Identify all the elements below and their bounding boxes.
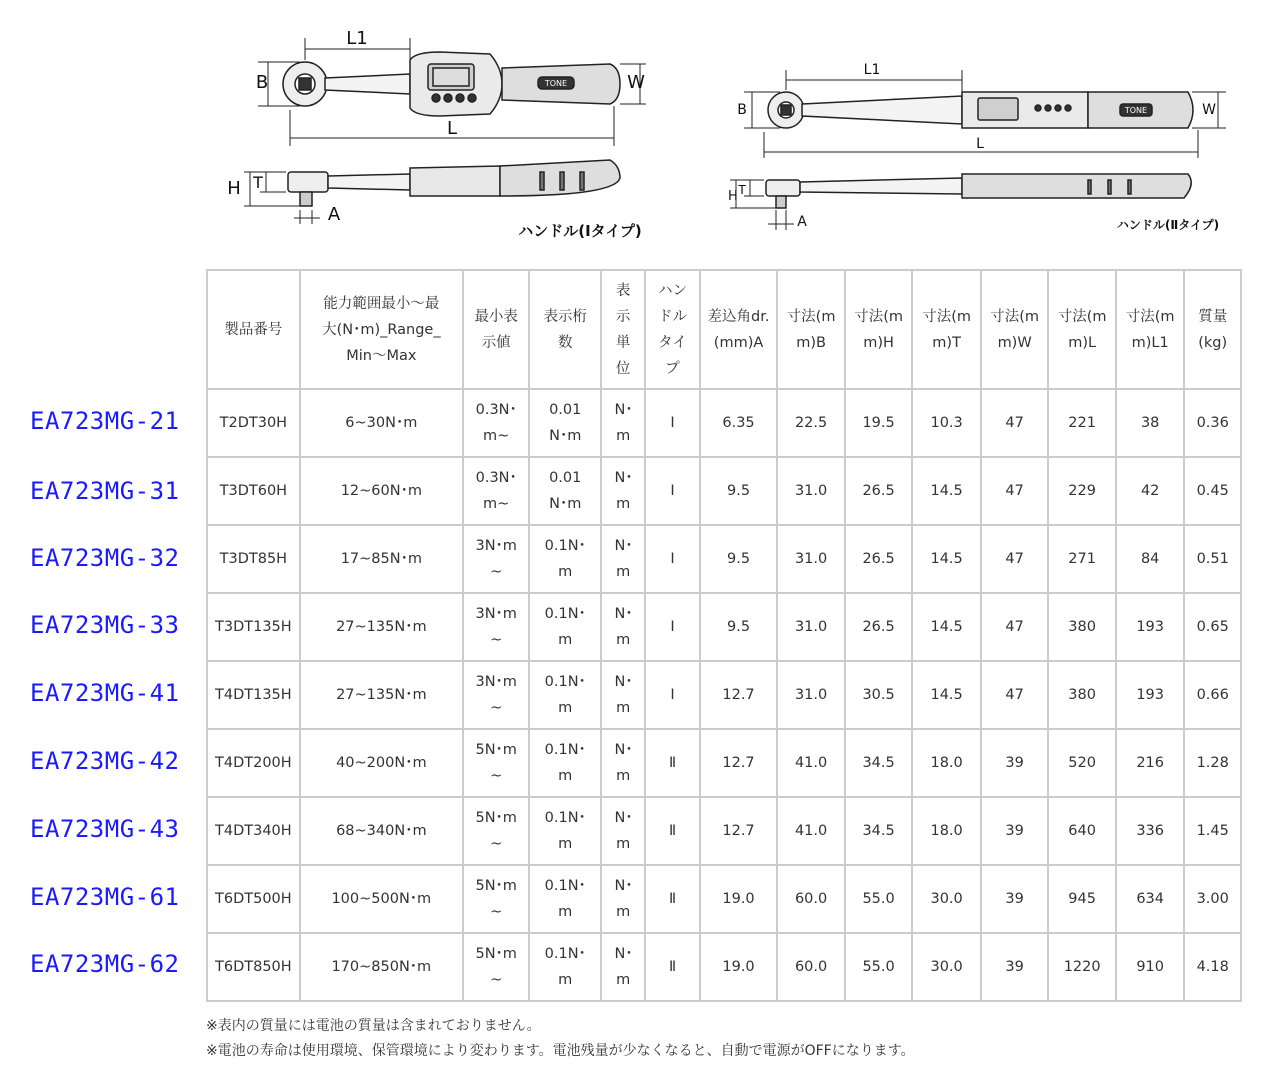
table-cell: T3DT135H — [207, 593, 300, 661]
header-cell-text: 寸法(mm)W — [990, 308, 1040, 351]
table-cell: 42 — [1116, 457, 1185, 525]
handle-type2-drawing — [728, 58, 1238, 238]
table-cell: 60.0 — [777, 933, 845, 1001]
dim-label-l1: L1 — [346, 28, 368, 49]
model-code[interactable]: EA723MG-43 — [30, 815, 180, 843]
table-cell: 193 — [1116, 593, 1185, 661]
table-cell: T6DT500H — [207, 865, 300, 933]
table-cell — [529, 457, 601, 525]
table-cell: 27~135N･m — [300, 661, 463, 729]
table-cell — [463, 729, 530, 797]
table-cell: 380 — [1048, 593, 1116, 661]
table-cell: Ⅰ — [645, 661, 699, 729]
table-cell: T4DT340H — [207, 797, 300, 865]
table-cell: 55.0 — [845, 933, 913, 1001]
table-cell: 31.0 — [777, 525, 845, 593]
table-cell: 9.5 — [700, 457, 778, 525]
table-cell — [529, 797, 601, 865]
table-cell — [601, 661, 645, 729]
table-row — [207, 525, 1241, 593]
table-cell: 47 — [981, 661, 1049, 729]
table-cell — [529, 933, 601, 1001]
table-cell: 3.00 — [1184, 865, 1241, 933]
table-cell-text: 0.1N･m — [544, 742, 586, 784]
table-cell: 30.0 — [912, 933, 981, 1001]
table-cell: T4DT135H — [207, 661, 300, 729]
table-cell-text: N･m — [614, 742, 633, 784]
table-cell: 945 — [1048, 865, 1116, 933]
header-cell — [1048, 270, 1116, 389]
header-cell-text: 最小表示値 — [474, 308, 518, 351]
table-cell: 1.28 — [1184, 729, 1241, 797]
table-cell: Ⅱ — [645, 865, 699, 933]
header-cell — [777, 270, 845, 389]
table-cell-text: 0.01N･m — [549, 470, 582, 512]
table-cell-text: N･m — [614, 538, 633, 580]
table-cell: 60.0 — [777, 865, 845, 933]
header-cell-text: 表示桁数 — [543, 308, 587, 351]
table-cell — [463, 661, 530, 729]
table-cell: T3DT85H — [207, 525, 300, 593]
table-cell — [601, 729, 645, 797]
table-cell — [601, 865, 645, 933]
table-cell: 34.5 — [845, 729, 913, 797]
table-cell-text: 0.1N･m — [544, 946, 586, 988]
table-cell: 40~200N･m — [300, 729, 463, 797]
table-cell — [529, 661, 601, 729]
table-cell: Ⅱ — [645, 729, 699, 797]
table-header-row — [207, 270, 1241, 389]
table-cell: 41.0 — [777, 797, 845, 865]
table-cell: 0.66 — [1184, 661, 1241, 729]
handle-type1-drawing — [210, 20, 670, 250]
table-cell-text: N･m — [614, 878, 633, 920]
table-cell: 910 — [1116, 933, 1185, 1001]
table-cell-text: 0.3N･m~ — [475, 402, 517, 444]
table-cell: 12.7 — [700, 797, 778, 865]
table-cell: 30.0 — [912, 865, 981, 933]
table-cell: 31.0 — [777, 593, 845, 661]
table-cell-text: 5N･m~ — [475, 878, 517, 920]
table-cell-text: 0.1N･m — [544, 878, 586, 920]
brand-logo: TONE — [544, 79, 568, 88]
table-cell: 12.7 — [700, 661, 778, 729]
table-cell: 271 — [1048, 525, 1116, 593]
table-cell: 18.0 — [912, 797, 981, 865]
brand-logo: TONE — [1124, 106, 1148, 115]
table-cell — [463, 525, 530, 593]
dim-label-t: T — [738, 183, 746, 197]
handle-type1-caption: ハンドル(Ⅰタイプ) — [518, 222, 642, 240]
table-cell — [463, 797, 530, 865]
table-cell: 47 — [981, 525, 1049, 593]
table-cell-text: 5N･m~ — [475, 742, 517, 784]
model-code[interactable]: EA723MG-32 — [30, 544, 180, 572]
table-cell-text: 3N･m~ — [475, 606, 517, 648]
handle-type2-diagram — [728, 58, 1238, 238]
table-row — [207, 661, 1241, 729]
header-cell-text: ハンドルタイプ — [658, 282, 688, 377]
table-cell: 12~60N･m — [300, 457, 463, 525]
table-cell: 18.0 — [912, 729, 981, 797]
table-cell: 39 — [981, 933, 1049, 1001]
table-cell — [529, 865, 601, 933]
model-code[interactable]: EA723MG-61 — [30, 883, 180, 911]
dim-label-w: W — [627, 72, 645, 93]
dim-label-a: A — [327, 204, 341, 225]
table-cell: T6DT850H — [207, 933, 300, 1001]
table-cell: 229 — [1048, 457, 1116, 525]
table-cell: Ⅰ — [645, 593, 699, 661]
model-code[interactable]: EA723MG-33 — [30, 611, 180, 639]
table-cell-text: N･m — [614, 402, 633, 444]
dim-label-b: B — [737, 102, 747, 118]
dim-label-b: B — [255, 72, 269, 93]
footnotes — [206, 1014, 915, 1064]
table-cell: Ⅱ — [645, 933, 699, 1001]
table-cell: 30.5 — [845, 661, 913, 729]
table-cell: 0.45 — [1184, 457, 1241, 525]
table-cell-text: 5N･m~ — [475, 810, 517, 852]
table-cell: 100~500N･m — [300, 865, 463, 933]
model-code[interactable]: EA723MG-42 — [30, 747, 180, 775]
table-cell: 31.0 — [777, 661, 845, 729]
header-cell — [529, 270, 601, 389]
dim-label-l: L — [976, 136, 984, 152]
table-cell: 38 — [1116, 389, 1185, 457]
table-cell-text: N･m — [614, 810, 633, 852]
table-cell-text: N･m — [614, 606, 633, 648]
header-cell-text: 能力範囲最小～最大(N･m)_Range_Min～Max — [322, 295, 441, 364]
table-cell-text: 0.1N･m — [544, 538, 586, 580]
table-cell: 9.5 — [700, 525, 778, 593]
table-cell: 380 — [1048, 661, 1116, 729]
table-cell: 4.18 — [1184, 933, 1241, 1001]
table-cell-text: 0.1N･m — [544, 810, 586, 852]
table-cell: 47 — [981, 389, 1049, 457]
table-row — [207, 457, 1241, 525]
dim-label-h: H — [728, 189, 738, 204]
table-cell: 31.0 — [777, 457, 845, 525]
table-cell: 41.0 — [777, 729, 845, 797]
table-cell: 640 — [1048, 797, 1116, 865]
table-cell: 47 — [981, 457, 1049, 525]
table-cell: Ⅰ — [645, 389, 699, 457]
table-cell-text: 3N･m~ — [475, 538, 517, 580]
header-cell — [1116, 270, 1185, 389]
table-row — [207, 797, 1241, 865]
table-cell: 0.36 — [1184, 389, 1241, 457]
table-cell-text: N･m — [614, 946, 633, 988]
model-code[interactable]: EA723MG-41 — [30, 679, 180, 707]
header-cell — [1184, 270, 1241, 389]
table-row — [207, 729, 1241, 797]
table-cell: Ⅰ — [645, 457, 699, 525]
table-cell — [463, 593, 530, 661]
handle-type1-diagram — [210, 20, 670, 250]
dim-label-t: T — [253, 173, 263, 192]
table-cell — [463, 933, 530, 1001]
model-code[interactable]: EA723MG-31 — [30, 477, 180, 505]
table-cell: 14.5 — [912, 661, 981, 729]
table-cell: 216 — [1116, 729, 1185, 797]
table-cell: 634 — [1116, 865, 1185, 933]
table-cell: 55.0 — [845, 865, 913, 933]
table-cell: 336 — [1116, 797, 1185, 865]
table-cell: 520 — [1048, 729, 1116, 797]
header-cell — [912, 270, 981, 389]
table-cell — [601, 797, 645, 865]
table-cell — [529, 525, 601, 593]
table-row — [207, 865, 1241, 933]
table-cell: 39 — [981, 729, 1049, 797]
table-cell: 10.3 — [912, 389, 981, 457]
table-row — [207, 933, 1241, 1001]
table-cell-text: 0.01N･m — [549, 402, 582, 444]
table-cell: 12.7 — [700, 729, 778, 797]
table-cell-text: 3N･m~ — [475, 674, 517, 716]
table-cell: 193 — [1116, 661, 1185, 729]
table-cell: 19.0 — [700, 933, 778, 1001]
table-cell-text: 0.1N･m — [544, 606, 586, 648]
table-cell: 34.5 — [845, 797, 913, 865]
table-row — [207, 389, 1241, 457]
header-cell-text: 表示単位 — [615, 282, 631, 377]
header-cell — [700, 270, 778, 389]
header-cell-text: 寸法(mm)B — [786, 308, 836, 351]
footnote: ※表内の質量には電池の質量は含まれておりません。 — [206, 1018, 541, 1034]
table-cell: 1.45 — [1184, 797, 1241, 865]
table-cell: 1220 — [1048, 933, 1116, 1001]
table-cell-text: 0.3N･m~ — [475, 470, 517, 512]
table-cell: 0.51 — [1184, 525, 1241, 593]
header-cell-text: 質量(kg) — [1198, 308, 1228, 351]
model-code[interactable]: EA723MG-62 — [30, 950, 180, 978]
table-cell-text: N･m — [614, 470, 633, 512]
footnote: ※電池の寿命は使用環境、保管環境により変わります。電池残量が少なくなると、自動で電源がOFFになります。 — [206, 1043, 915, 1059]
model-code[interactable]: EA723MG-21 — [30, 407, 180, 435]
table-cell: 19.0 — [700, 865, 778, 933]
table-cell — [463, 457, 530, 525]
table-cell: 26.5 — [845, 457, 913, 525]
table-cell: 14.5 — [912, 593, 981, 661]
table-cell: 68~340N･m — [300, 797, 463, 865]
table-cell — [601, 389, 645, 457]
table-row — [207, 593, 1241, 661]
header-cell: 製品番号 — [207, 270, 300, 389]
table-cell: 6~30N･m — [300, 389, 463, 457]
table-cell: 14.5 — [912, 525, 981, 593]
table-cell: 27~135N･m — [300, 593, 463, 661]
table-cell: 19.5 — [845, 389, 913, 457]
table-cell: 14.5 — [912, 457, 981, 525]
table-cell: 47 — [981, 593, 1049, 661]
table-cell — [529, 593, 601, 661]
header-cell-text: 差込角dr.(mm)A — [707, 308, 770, 351]
table-cell: 39 — [981, 865, 1049, 933]
table-cell — [463, 865, 530, 933]
table-cell: 0.65 — [1184, 593, 1241, 661]
dim-label-l: L — [446, 118, 458, 139]
table-cell — [601, 525, 645, 593]
table-cell: 84 — [1116, 525, 1185, 593]
handle-type2-caption: ハンドル(Ⅱタイプ) — [1116, 218, 1220, 232]
table-cell — [463, 389, 530, 457]
dim-label-h: H — [227, 178, 241, 199]
table-cell-text: 0.1N･m — [544, 674, 586, 716]
table-cell: 22.5 — [777, 389, 845, 457]
header-cell — [601, 270, 645, 389]
table-cell: Ⅰ — [645, 525, 699, 593]
header-cell-text: 寸法(mm)L1 — [1125, 308, 1175, 351]
header-cell — [463, 270, 530, 389]
header-cell — [845, 270, 913, 389]
table-cell — [529, 729, 601, 797]
table-cell: 39 — [981, 797, 1049, 865]
dim-label-l1: L1 — [863, 62, 881, 78]
spec-table — [206, 269, 1242, 1002]
header-cell — [645, 270, 699, 389]
dim-label-a: A — [797, 214, 807, 230]
table-cell: 6.35 — [700, 389, 778, 457]
table-cell: T2DT30H — [207, 389, 300, 457]
dim-label-w: W — [1202, 102, 1216, 118]
table-cell: 26.5 — [845, 525, 913, 593]
table-cell: 26.5 — [845, 593, 913, 661]
header-cell-text: 寸法(mm)H — [854, 308, 903, 351]
table-cell: 221 — [1048, 389, 1116, 457]
table-cell: T4DT200H — [207, 729, 300, 797]
header-cell-text: 寸法(mm)T — [922, 308, 971, 351]
table-cell: 170~850N･m — [300, 933, 463, 1001]
table-cell — [601, 457, 645, 525]
header-cell-text: 寸法(mm)L — [1057, 308, 1107, 351]
table-cell — [601, 933, 645, 1001]
header-cell — [300, 270, 463, 389]
table-cell — [529, 389, 601, 457]
table-cell-text: 5N･m~ — [475, 946, 517, 988]
table-cell — [601, 593, 645, 661]
table-cell: 17~85N･m — [300, 525, 463, 593]
table-cell: T3DT60H — [207, 457, 300, 525]
table-cell: Ⅱ — [645, 797, 699, 865]
header-cell — [981, 270, 1049, 389]
table-cell-text: N･m — [614, 674, 633, 716]
table-cell: 9.5 — [700, 593, 778, 661]
